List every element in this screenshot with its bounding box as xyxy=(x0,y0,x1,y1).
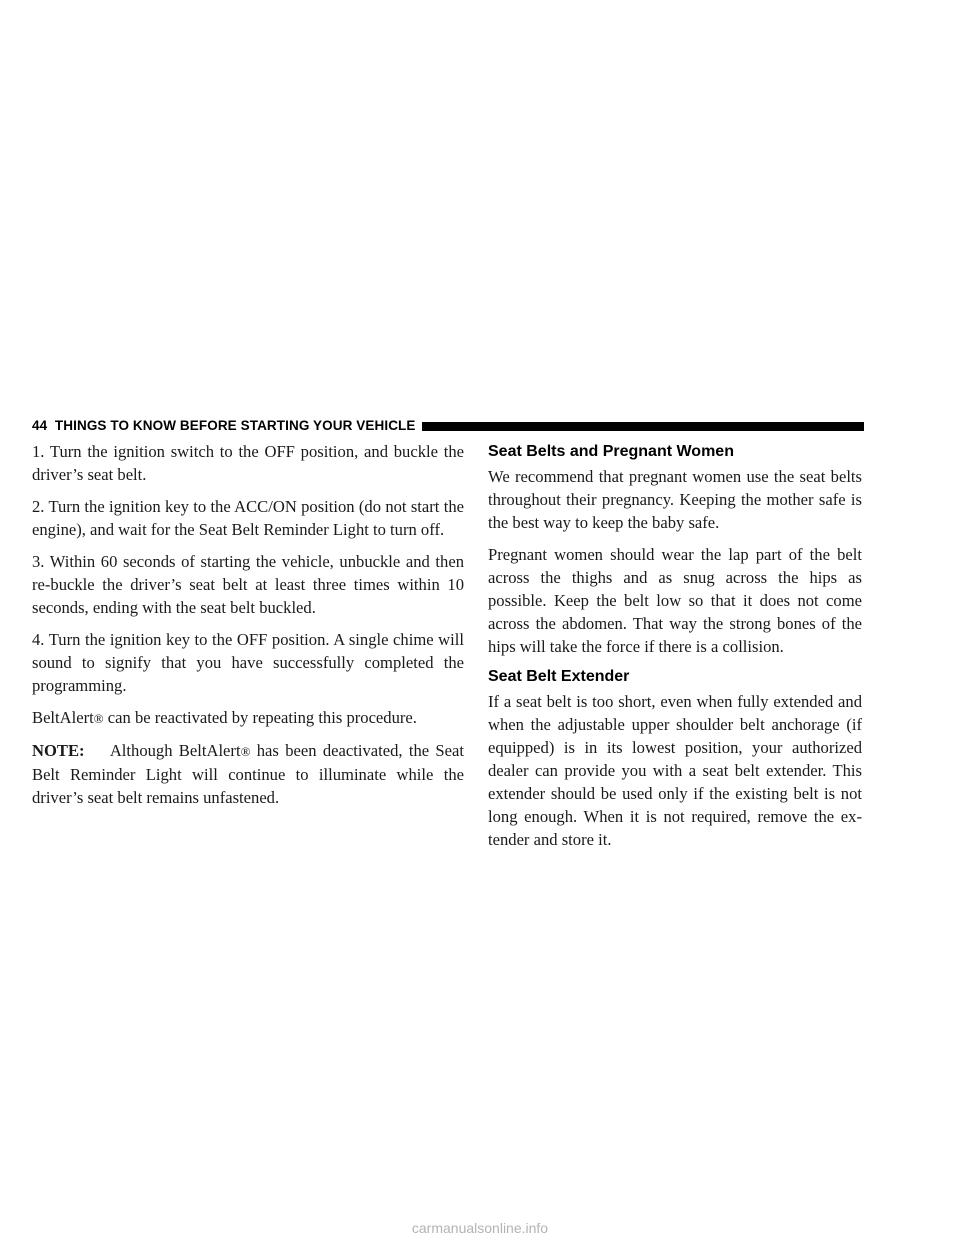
page-number: 44 xyxy=(32,417,48,433)
beltalert-reactivation-paragraph xyxy=(32,706,464,730)
header-title xyxy=(32,418,416,433)
registered-mark: ® xyxy=(93,711,104,726)
step-1-paragraph: 1. Turn the ignition switch to the OFF position, and buckle the driver’s seat belt. xyxy=(32,442,464,484)
seat-belt-extender-heading: Seat Belt Extender xyxy=(488,668,630,685)
step-4-paragraph: 4. Turn the ignition key to the OFF position. A single chime will sound to signify that you have successfully completed the programming. xyxy=(32,630,464,695)
seat-belt-extender-paragraph: If a seat belt is too short, even when fully extended and when the adjustable upper shoulder belt anchorage (if equipped) is in its lowest position, your authorized dealer can provide you with a seat belt extender. This extender should be used only if the existing belt is not long enough. When it is not required, remove the ex- tender and store it. xyxy=(488,692,862,849)
header-rule xyxy=(422,422,865,431)
pregnant-women-paragraph-1: We recommend that pregnant women use the seat belts throughout their pregnancy. Keeping the mother safe is the best way to keep the baby safe. xyxy=(488,467,862,532)
pregnant-women-paragraph-2: Pregnant women should wear the lap part of the belt across the thighs and as snug across the hips as possible. Keep the belt low so that it does not come across the abdomen. That way the strong bones of the hips will take the force if there is a collision. xyxy=(488,545,862,656)
step-2-paragraph: 2. Turn the ignition key to the ACC/ON position (do not start the engine), and wait for the Seat Belt Reminder Light to turn off. xyxy=(32,497,464,539)
page-header xyxy=(32,414,864,436)
beltalert-word: BeltAlert xyxy=(32,708,94,727)
note-label: NOTE: xyxy=(32,741,85,760)
left-column xyxy=(32,440,464,818)
beltalert-rest: can be reactivated by repeating this procedure. xyxy=(103,708,417,727)
pregnant-women-heading: Seat Belts and Pregnant Women xyxy=(488,443,734,460)
note-registered-mark: ® xyxy=(240,744,251,759)
step-3-paragraph: 3. Within 60 seconds of starting the vehicle, unbuckle and then re-buckle the driver’s seat belt at least three times within 10 seconds, ending with the seat belt buckled. xyxy=(32,552,464,617)
note-text-before: Although BeltAlert xyxy=(109,741,241,760)
note-paragraph xyxy=(32,739,464,809)
note-text-after: has been deactivated, the Seat Belt Reminder Light will continue to illuminate while the driver’s seat belt remains unfastened. xyxy=(32,741,464,807)
right-column xyxy=(488,440,862,860)
section-title: THINGS TO KNOW BEFORE STARTING YOUR VEHICLE xyxy=(54,417,416,433)
watermark: carmanualsonline.info xyxy=(411,1220,549,1236)
